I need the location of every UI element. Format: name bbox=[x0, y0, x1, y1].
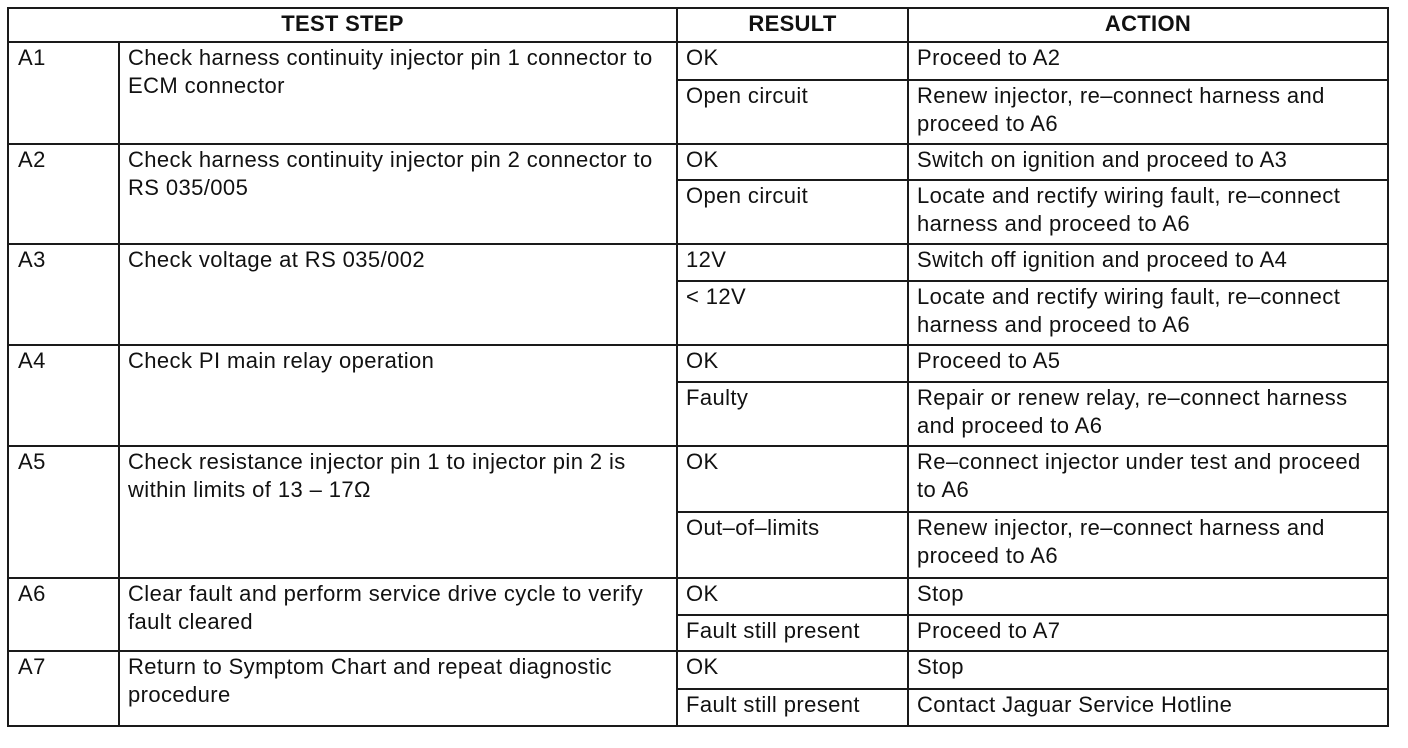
step-description: Check PI main relay operation bbox=[119, 345, 677, 446]
header-test-step: TEST STEP bbox=[8, 8, 677, 42]
header-result: RESULT bbox=[677, 8, 908, 42]
result-cell: Open circuit bbox=[677, 180, 908, 244]
action-cell: Contact Jaguar Service Hotline bbox=[908, 689, 1388, 726]
step-id: A3 bbox=[8, 244, 119, 345]
action-cell: Renew injector, re–connect harness and proceed to A6 bbox=[908, 80, 1388, 144]
diagnostic-test-table bbox=[7, 7, 1389, 727]
result-cell: Fault still present bbox=[677, 615, 908, 651]
step-id: A2 bbox=[8, 144, 119, 244]
action-cell: Switch off ignition and proceed to A4 bbox=[908, 244, 1388, 281]
action-cell: Switch on ignition and proceed to A3 bbox=[908, 144, 1388, 180]
step-id: A1 bbox=[8, 42, 119, 144]
table-row bbox=[8, 345, 1388, 382]
result-cell: < 12V bbox=[677, 281, 908, 345]
action-cell: Proceed to A2 bbox=[908, 42, 1388, 80]
action-cell: Locate and rectify wiring fault, re–connect harness and proceed to A6 bbox=[908, 281, 1388, 345]
step-description: Check resistance injector pin 1 to injector pin 2 is within limits of 13 – 17Ω bbox=[119, 446, 677, 578]
result-cell: OK bbox=[677, 345, 908, 382]
step-description: Check harness continuity injector pin 2 connector to RS 035/005 bbox=[119, 144, 677, 244]
action-cell: Re–connect injector under test and proceed to A6 bbox=[908, 446, 1388, 512]
step-description: Check harness continuity injector pin 1 connector to ECM connector bbox=[119, 42, 677, 144]
action-cell: Proceed to A5 bbox=[908, 345, 1388, 382]
result-cell: OK bbox=[677, 446, 908, 512]
result-cell: OK bbox=[677, 42, 908, 80]
result-cell: Open circuit bbox=[677, 80, 908, 144]
step-description: Clear fault and perform service drive cycle to verify fault cleared bbox=[119, 578, 677, 651]
table-row bbox=[8, 578, 1388, 615]
action-cell: Locate and rectify wiring fault, re–connect harness and proceed to A6 bbox=[908, 180, 1388, 244]
result-cell: Faulty bbox=[677, 382, 908, 446]
result-cell: OK bbox=[677, 651, 908, 689]
result-cell: 12V bbox=[677, 244, 908, 281]
result-cell: OK bbox=[677, 144, 908, 180]
diagnostic-test-table-frame bbox=[7, 7, 1387, 727]
table-row bbox=[8, 144, 1388, 180]
result-cell: Out–of–limits bbox=[677, 512, 908, 578]
action-cell: Stop bbox=[908, 578, 1388, 615]
table-row bbox=[8, 244, 1388, 281]
result-cell: Fault still present bbox=[677, 689, 908, 726]
table-header bbox=[8, 8, 1388, 42]
result-cell: OK bbox=[677, 578, 908, 615]
table-row bbox=[8, 42, 1388, 80]
step-description: Check voltage at RS 035/002 bbox=[119, 244, 677, 345]
table-row bbox=[8, 651, 1388, 689]
table-body bbox=[8, 42, 1388, 726]
action-cell: Renew injector, re–connect harness and proceed to A6 bbox=[908, 512, 1388, 578]
step-id: A4 bbox=[8, 345, 119, 446]
action-cell: Repair or renew relay, re–connect harness and proceed to A6 bbox=[908, 382, 1388, 446]
table-row bbox=[8, 446, 1388, 512]
header-row bbox=[8, 8, 1388, 42]
action-cell: Stop bbox=[908, 651, 1388, 689]
action-cell: Proceed to A7 bbox=[908, 615, 1388, 651]
header-action: ACTION bbox=[908, 8, 1388, 42]
step-description: Return to Symptom Chart and repeat diagnostic procedure bbox=[119, 651, 677, 726]
step-id: A7 bbox=[8, 651, 119, 726]
step-id: A5 bbox=[8, 446, 119, 578]
step-id: A6 bbox=[8, 578, 119, 651]
